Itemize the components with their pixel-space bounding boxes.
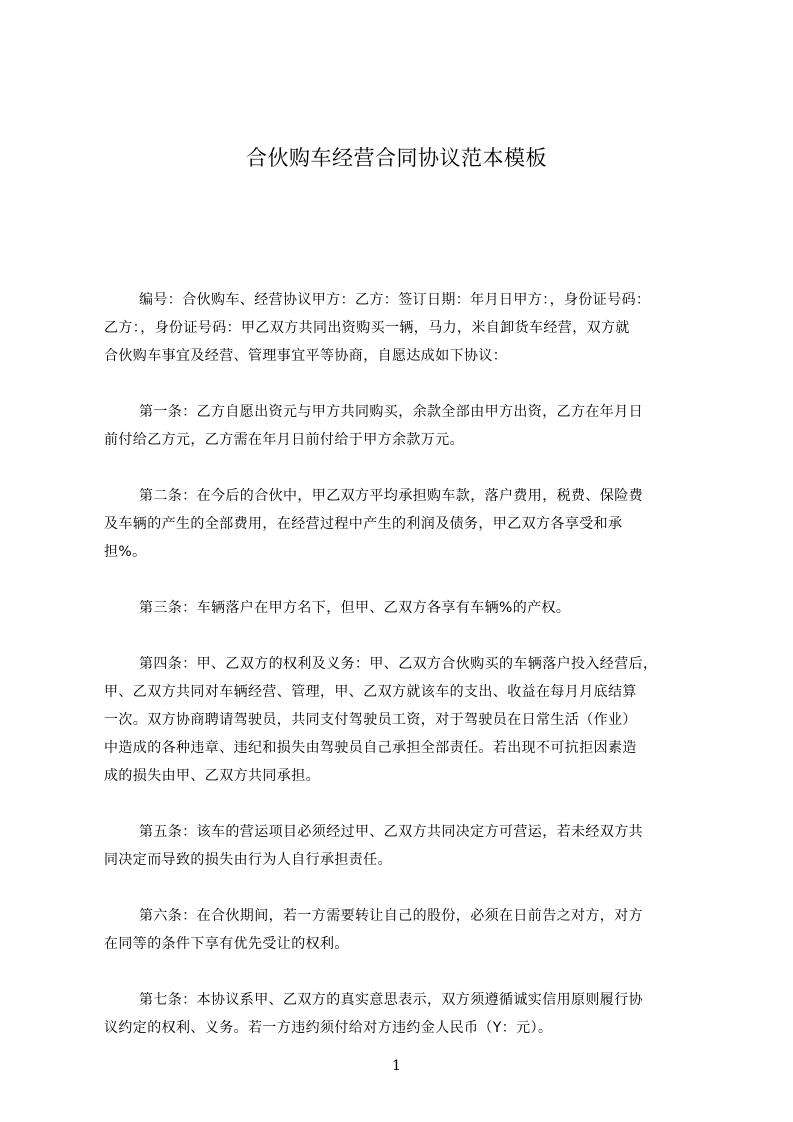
paragraph-line: 成的损失由甲、乙双方共同承担。 (104, 768, 320, 784)
paragraph-line: 第一条：乙方自愿出资元与甲方共同购买，余款全部由甲方出资，乙方在年月日 (139, 404, 643, 420)
paragraph-article-5 (104, 818, 696, 874)
paragraph-article-6 (104, 902, 696, 958)
paragraph-line: 同决定而导致的损失由行为人自行承担责任。 (104, 852, 392, 868)
paragraph-preamble (104, 286, 696, 370)
paragraph-line: 第三条：车辆落户在甲方名下，但甲、乙双方各享有车辆%的产权。 (139, 600, 571, 616)
paragraph-line: 第六条：在合伙期间，若一方需要转让自己的股份，必须在日前告之对方，对方 (139, 908, 643, 924)
paragraph-line: 议约定的权利、义务。若一方违约须付给对方违约金人民币（Y：元）。 (104, 1020, 553, 1036)
paragraph-line: 第五条：该车的营运项目必须经过甲、乙双方共同决定方可营运，若未经双方共 (139, 824, 643, 840)
paragraph-line: 第七条：本协议系甲、乙双方的真实意思表示，双方须遵循诚实信用原则履行协 (139, 992, 643, 1008)
document-title: 合伙购车经营合同协议范本模板 (246, 146, 547, 170)
paragraph-article-3 (104, 594, 696, 622)
paragraph-line: 在同等的条件下享有优先受让的权利。 (104, 936, 349, 952)
paragraph-article-1 (104, 398, 696, 454)
document-body (104, 286, 696, 1070)
paragraph-article-7 (104, 986, 696, 1042)
paragraph-line: 担%。 (104, 544, 147, 560)
paragraph-article-4 (104, 650, 696, 790)
paragraph-article-2 (104, 482, 696, 566)
paragraph-line: 乙方：，身份证号码：甲乙双方共同出资购买一辆，马力，米自卸货车经营，双方就 (104, 320, 630, 336)
paragraph-line: 及车辆的产生的全部费用，在经营过程中产生的利润及债务，甲乙双方各享受和承 (104, 516, 623, 532)
paragraph-line: 甲、乙双方共同对车辆经营、管理，甲、乙双方就该车的支出、收益在每月月底结算 (104, 684, 637, 700)
paragraph-line: 合伙购车事宜及经营、管理事宜平等协商，自愿达成如下协议： (104, 348, 508, 364)
paragraph-line: 第四条：甲、乙双方的权利及义务：甲、乙双方合伙购买的车辆落户投入经营后， (139, 656, 658, 672)
paragraph-line: 第二条：在今后的合伙中，甲乙双方平均承担购车款，落户费用，税费、保险费 (139, 488, 643, 504)
paragraph-line: 前付给乙方元，乙方需在年月日前付给于甲方余款万元。 (104, 432, 464, 448)
paragraph-line: 一次。双方协商聘请驾驶员，共同支付驾驶员工资，对于驾驶员在日常生活（作业） (104, 712, 637, 728)
paragraph-line: 编号：合伙购车、经营协议甲方：乙方：签订日期：年月日甲方：，身份证号码： (139, 292, 651, 308)
paragraph-line: 中造成的各种违章、违纪和损失由驾驶员自己承担全部责任。若出现不可抗拒因素造 (104, 740, 637, 756)
page-number: 1 (392, 1058, 401, 1074)
